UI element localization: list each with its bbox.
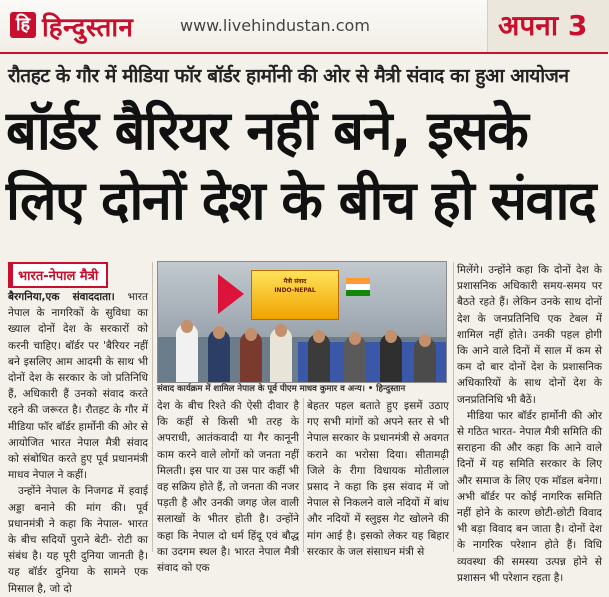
attendee-head [181, 320, 193, 333]
event-banner: मैत्री संवाद INDO-NEPAL [251, 270, 339, 320]
masthead [0, 0, 608, 53]
column-3-text: बेहतर पहल बताते हुए इसमें उठाए गए सभी मांगों को अपने स्तर से भी नेपाल सरकार के प्रधानमंत्री से अवगत कराने का भरोसा दिया। सीतामढ़ी जिले के रीगा विधायक मोतीलाल प्रसाद ने कहा कि इस संवाद में जो नेपाल से निकलने वाले नदियों में बांध और नदियों में स्लुइस गेट खोलने की मांग आई है। इसको लेकर यह बिहार सरकार के जल संसाधन मंत्री से [307, 400, 449, 558]
headline-line-1: बॉर्डर बैरियर नहीं बने, इसके [6, 99, 528, 162]
attendee-head [213, 326, 225, 339]
column-1 [8, 289, 148, 595]
column-divider [453, 262, 454, 552]
column-1-paragraph-2: उन्होंने नेपाल के निजगढ में हवाई अड्डा बनाने की मांग की। पूर्व प्रधानमंत्री ने कहा कि नेपाल- भारत के बीच सदियों पुराने बेटी- रोटी का संबंध है। यह पूरी दुनिया जानती है। यह बॉर्डर दुनिया के सामने एक मिसाल है, जो दो [8, 485, 148, 595]
event-photo [157, 261, 447, 383]
brand-logo-icon: हि [10, 12, 36, 38]
nepal-flag-icon [218, 274, 244, 314]
attendee-head [419, 334, 431, 347]
attendee-head [385, 330, 397, 343]
column-4-paragraph-2: मीडिया फार बॉर्डर हार्मोनी की ओर से गठित भारत- नेपाल मैत्री समिति की सराहना की और कहा कि आने वाले दिनों में यह समिति सरकार के लिए और समाज के लिए एक मॉडल बनेगा। अभी बॉर्डर पर कोई नागरिक समिति नहीं होने के कारण छोटी-छोटी विवाद भी बड़ा विवाद बन जाता है। दोनों देश के नागरिक परेशान होते हैं। विधि व्यवस्था की समस्या उत्पन्न होने से प्रशासन भी परेशान रहता है। [457, 409, 602, 584]
column-2 [157, 398, 299, 575]
brand-name: हिन्दुस्तान [42, 13, 134, 43]
attendee-head [349, 332, 361, 345]
attendee-head [245, 328, 257, 341]
section-badge: भारत-नेपाल मैत्री [8, 262, 108, 288]
edition-label: अपना 3 [498, 9, 588, 42]
india-flag-icon [346, 278, 370, 296]
column-2-text: देश के बीच रिश्ते की ऐसी दीवार है कि कहीं से किसी भी तरह के अपराधी, आतंकवादी या गैर कानूनी काम करने वाले लोगों को जनता नहीं मिलती। इस पार या उस पार कहीं भी वह सक्रिय होते हैं, तो जनता की नजर पड़ती है और उनकी जगह जेल वाली सलाखों के भीतर होती है। उन्होंने कहा कि नेपाल दो धर्म हिंदू एवं बौद्ध का उदगम स्थल है। भारत नेपाल मैत्री संवाद को एक [157, 400, 299, 575]
column-4-paragraph-1: मिलेंगे। उन्होंने कहा कि दोनों देश के प्रशासनिक अधिकारी समय-समय पर बैठते रहते हैं। लेकिन उनके साथ दोनों देश के जनप्रतिनिधि एक टेबल में शामिल नहीं होते। उनकी पहल होगी कि आने वाले दिनों में साल में कम से कम दो बार दोनों देश के प्रशासनिक अधिकारियों के साथ दोनों देश के जनप्रतिनिधि भी बैठें। [457, 264, 602, 406]
column-divider [152, 262, 153, 552]
article-headline [6, 96, 606, 236]
attendee-head [313, 330, 325, 343]
column-4 [457, 262, 602, 584]
column-1-paragraph-1: भारत नेपाल के नागरिकों के सुविधा का ख्याल दोनों देश के सरकारों को करनी चाहिए। बॉर्डर पर 'बैरियर नहीं बने इसलिए आम आदमी के साथ भी दोनों देश के सरकार के जो प्रतिनिधि हैं, अधिकारी हैं उनको संवाद करते रहने की जरूरत है। रौतहट के गौर में मीडिया फॉर बॉर्डर हार्मोनी की ओर से आयोजित भारत नेपाल मैत्री संवाद को संबोधित करते हुए पूर्व प्रधानमंत्री माधव नेपाल ने कहीं। [8, 291, 148, 482]
headline-line-2: लिए दोनों देश के बीच हो संवाद [6, 169, 596, 232]
attendee-head [275, 324, 287, 337]
dateline: बैरगनिया,एक संवाददाता। [8, 291, 115, 303]
article-kicker: रौतहट के गौर में मीडिया फॉर बॉर्डर हार्मोनी की ओर से मैत्री संवाद का हुआ आयोजन [8, 65, 569, 87]
masthead-rule [0, 52, 608, 54]
website-url: www.livehindustan.com [180, 16, 370, 35]
photo-caption: संवाद कार्यक्रम में शामिल नेपाल के पूर्व पीएम माधव कुमार व अन्य। • हिन्दुस्तान [157, 384, 406, 394]
column-3 [307, 398, 449, 558]
column-divider [303, 398, 304, 552]
